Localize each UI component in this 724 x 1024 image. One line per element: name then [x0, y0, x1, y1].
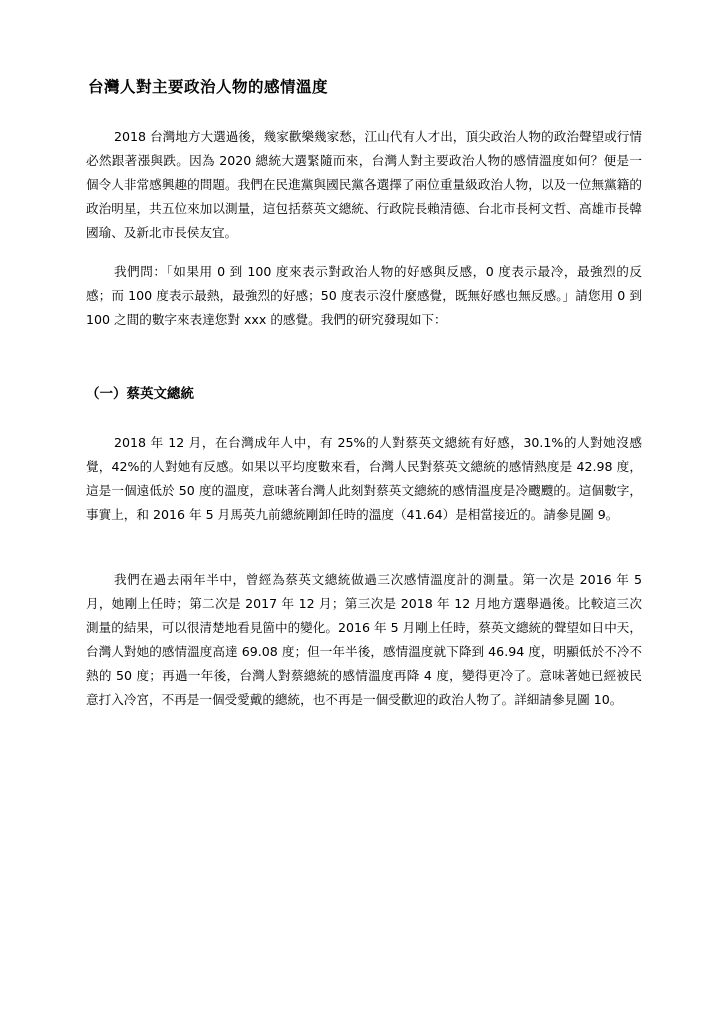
method-paragraph: 我們問：「如果用 0 到 100 度來表示對政治人物的好感與反感，0 度表示最冷，最強烈的反感；而 100 度表示最熱，最強烈的好感；50 度表示沒什麼感覺，既無好感也無反感。」請您用 0 到 100 之間的數字來表達您對 xxx 的感覺。我們的研究發現如下： — [86, 264, 642, 327]
section-paragraph: 我們在過去兩年半中，曾經為蔡英文總統做過三次感情溫度計的測量。第一次是 2016 年 5 月，她剛上任時；第二次是 2017 年 12 月；第三次是 2018 年 12 月地方選舉過後。比較這三次測量的結果，可以很清楚地看見箇中的變化。2016 年 5 月剛上任時，蔡英文總統的聲望如日中天，台灣人對她的感情溫度高達 69.08 度；但一年半後，感情溫度就下降到 46.94 度，明顯低於不冷不熱的 50 度；再過一年後，台灣人對蔡總統的感情溫度再降 4 度，變得更冷了。意味著她已經被民意打入冷宮，不再是一個受愛戴的總統，也不再是一個受歡迎的政治人物了。詳細請參見圖 10。 — [86, 572, 642, 707]
section-heading: （一）蔡英文總統 — [86, 386, 194, 402]
intro-paragraph: 2018 台灣地方大選過後，幾家歡樂幾家愁，江山代有人才出，頂尖政治人物的政治聲望或行情必然跟著漲與跌。因為 2020 總統大選緊隨而來，台灣人對主要政治人物的感情溫度如何？便是一個令人非常感興趣的問題。我們在民進黨與國民黨各選擇了兩位重量級政治人物，以及一位無黨籍的政治明星，共五位來加以測量，這包括蔡英文總統、行政院長賴清德、台北市長柯文哲、高雄市長韓國瑜、及新北市長侯友宜。 — [86, 129, 642, 240]
section-paragraph: 2018 年 12 月，在台灣成年人中，有 25%的人對蔡英文總統有好感，30.1%的人對她沒感覺，42%的人對她有反感。如果以平均度數來看，台灣人民對蔡英文總統的感情熱度是 42.98 度，這是一個遠低於 50 度的溫度，意味著台灣人此刻對蔡英文總統的感情溫度是冷颼颼的。這個數字，事實上，和 2016 年 5 月馬英九前總統剛卸任時的溫度（41.64）是相當接近的。請參見圖 9。 — [86, 435, 642, 522]
document-title: 台灣人對主要政治人物的感情溫度 — [88, 78, 329, 96]
